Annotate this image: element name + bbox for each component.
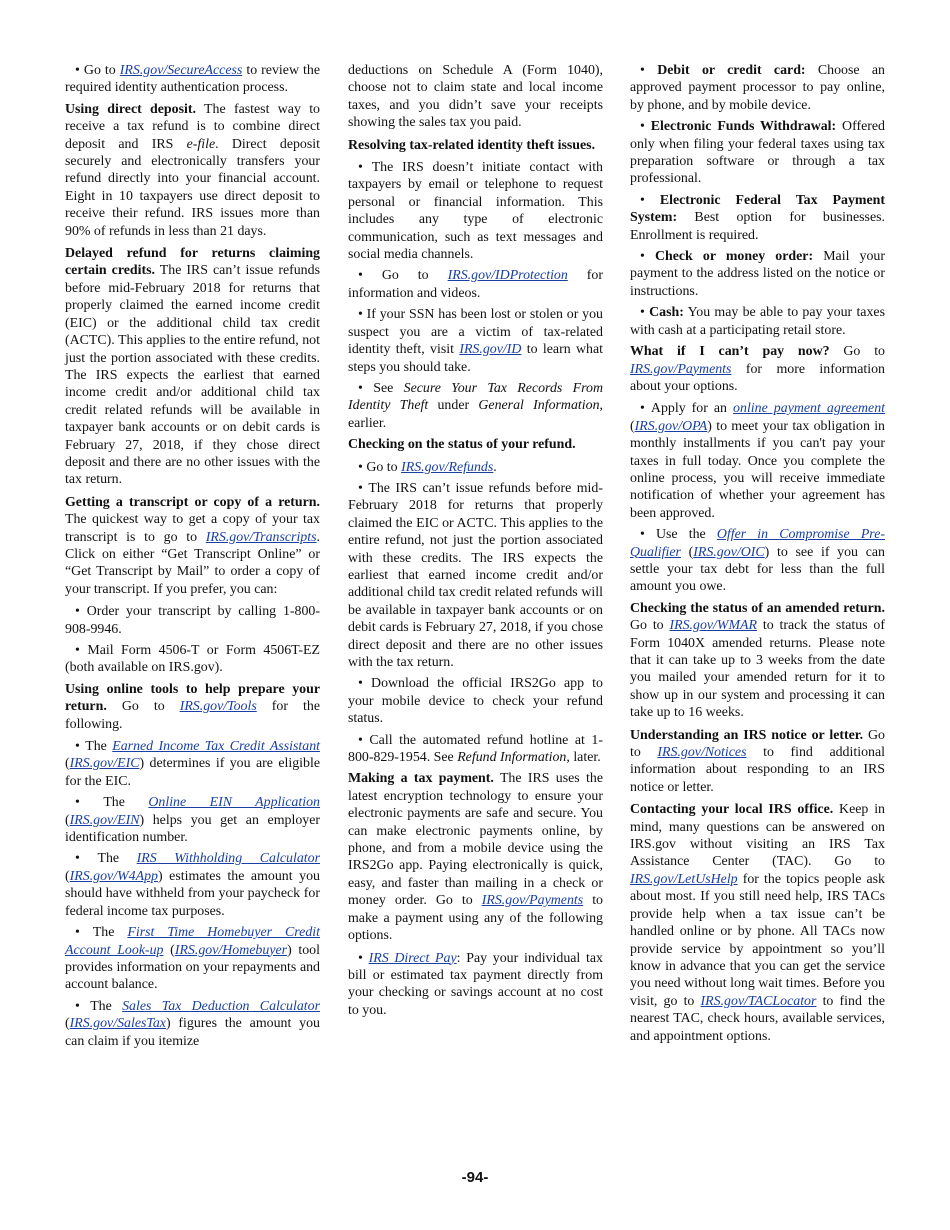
link-transcripts[interactable]: IRS.gov/Transcripts [205, 529, 317, 545]
text: Keep in mind, many questions can be answered on IRS.gov without visiting an IRS Tax Assistance Center (TAC). Go to [630, 802, 885, 870]
text: Apply for an [650, 401, 734, 417]
bullet-ssn-stolen [348, 306, 603, 376]
text: ( [630, 418, 635, 434]
heading-local-office: Contacting your local IRS office. [630, 802, 834, 818]
bullet-heading: Cash: [649, 305, 684, 321]
link-tools[interactable]: IRS.gov/Tools [179, 699, 257, 715]
text: Download the official IRS2Go app to your mobile device to check your refund status. [348, 676, 603, 727]
text: Go to [630, 618, 670, 634]
section-refund-status [348, 436, 603, 453]
link-payments-2[interactable]: IRS.gov/Payments [630, 361, 732, 377]
text: The IRS can’t issue refunds before mid-February 2018 for returns that properly claimed the earned income credit (EIC) or the additional child tax credit (ACTC). This applies to the entire refund, not just the portion associated with these credits. The IRS expects the earliest that earned income credit and/or additional child tax credit related refunds will be available in taxpayer bank accounts or on debit cards is February 27, 2018, if they chose direct deposit and there are no other issues with the tax return. [65, 263, 320, 488]
bullet-no-contact [348, 159, 603, 263]
link-refunds[interactable]: IRS.gov/Refunds [401, 459, 494, 475]
text: Mail Form 4506-T or Form 4506T-EZ (both available on IRS.gov). [65, 643, 320, 676]
link-withholding-calculator[interactable]: IRS Withholding Calculator [136, 851, 320, 867]
bullet-heading: Electronic Federal Tax Payment System: [630, 192, 885, 226]
text: Go to [381, 268, 448, 284]
bullet-order-transcript [65, 603, 320, 638]
bullet-funds-withdrawal [630, 118, 885, 188]
heading-delayed-refund: Delayed refund for returns claiming certain credits. [65, 246, 320, 279]
text: under [428, 398, 479, 414]
text: Use the [656, 527, 717, 543]
bullet-id-protection [348, 267, 603, 302]
text: deductions on Schedule A (Form 1040), choose not to claim state and local income taxes, and you didn’t save your receipts showing the sales tax you paid. [348, 63, 603, 131]
section-cant-pay [630, 343, 885, 395]
bullet-eitc-assistant [65, 738, 320, 790]
text: ) to see if you can settle your tax debt for less than the full amount you owe. [630, 544, 885, 595]
heading-irs-notice: Understanding an IRS notice or letter. [630, 727, 864, 743]
text: Go to [630, 727, 885, 761]
heading-refund-status: Checking on the status of your refund. [348, 437, 576, 453]
page-number: -94- [461, 1169, 489, 1186]
link-eitc-assistant[interactable]: Earned Income Tax Credit Assistant [112, 739, 320, 755]
text: Go to [106, 699, 180, 715]
link-let-us-help[interactable]: IRS.gov/LetUsHelp [630, 871, 738, 887]
text: . [493, 459, 497, 475]
text: ) estimates the amount you should have withheld from your paycheck for federal income tax purposes. [65, 868, 320, 919]
text: The [103, 795, 149, 811]
section-irs-notice [630, 727, 885, 797]
text: . Direct deposit securely and electronically transfers your refund directly into your financial account. Eight in 10 taxpayers use direct deposit to receive their refund. IRS issues more than 90% of refunds in less than 21 days. [65, 136, 320, 239]
text: to make a payment using any of the following options. [348, 893, 604, 944]
bullet-payment-agreement [630, 400, 885, 522]
bullet-mail-form [65, 642, 320, 677]
heading-direct-deposit: Using direct deposit. [65, 101, 196, 117]
text: ) figures the amount you can claim if you itemize [65, 1016, 320, 1049]
text: See [373, 380, 404, 396]
text: The [92, 925, 128, 941]
link-offer-compromise[interactable]: Offer in Compromise Pre-Qualifier [630, 527, 885, 560]
text: You may be able to pay your taxes with cash at a participating retail store. [630, 305, 885, 338]
link-notices[interactable]: IRS.gov/Notices [657, 745, 747, 761]
text: Call the automated refund hotline at 1-800-829-1954. See [348, 732, 603, 766]
text: , later. [566, 750, 601, 766]
link-tac-locator[interactable]: IRS.gov/TACLocator [700, 993, 817, 1009]
link-sales-tax-calculator[interactable]: Sales Tax Deduction Calculator [122, 998, 320, 1014]
section-tax-payment [348, 770, 603, 944]
link-ein-application[interactable]: Online EIN Application [148, 795, 320, 811]
text: The fastest way to receive a tax refund is to combine direct deposit and IRS [65, 101, 321, 152]
text: Go to [829, 344, 885, 360]
text: ( [163, 942, 175, 958]
text-efile: e-file [186, 136, 216, 152]
text: for information and videos. [348, 268, 604, 301]
heading-amended-return: Checking the status of an amended return. [630, 600, 885, 616]
text: The [85, 739, 113, 755]
heading-transcript: Getting a transcript or copy of a return. [65, 494, 320, 510]
bullet-debit-credit [630, 62, 885, 114]
text: to learn what steps you should take. [348, 342, 603, 375]
bullet-heading: Debit or credit card: [657, 63, 806, 78]
link-payments[interactable]: IRS.gov/Payments [481, 893, 584, 909]
text: to find additional information about responding to an IRS notice or letter. [630, 745, 885, 795]
text: Best option for businesses. Enrollment is required. [630, 210, 885, 243]
heading-online-tools: Using online tools to help prepare your return. [65, 681, 320, 715]
text: The IRS doesn’t initiate contact with taxpayers by email or telephone to request personal or financial information. This includes any type of electronic communication, such as text messages and social media channels. [348, 160, 603, 263]
link-homebuyer-lookup[interactable]: First Time Homebuyer Credit Account Look-up [65, 925, 320, 958]
section-identity-theft [348, 137, 603, 154]
text-italic: Refund Information [457, 750, 567, 766]
text: ( [65, 756, 70, 772]
bullet-eftps [630, 192, 885, 244]
text: If your SSN has been lost or stolen or you suspect you are a victim of tax-related identity theft, visit [348, 307, 603, 358]
bullet-secure-access [65, 62, 320, 97]
bullet-mid-february [348, 480, 603, 671]
text: The quickest way to get a copy of your tax transcript is to go to [65, 512, 320, 545]
link-homebuyer[interactable]: IRS.gov/Homebuyer [174, 942, 288, 958]
text: Go to [366, 459, 402, 475]
text-italic: Secure Your Tax Records From Identity Theft [348, 380, 603, 414]
bullet-sales-tax-calculator [65, 998, 320, 1050]
link-online-payment-agreement[interactable]: online payment agreement [733, 401, 886, 417]
bullet-homebuyer-lookup [65, 924, 320, 994]
link-w4app[interactable]: IRS.gov/W4App [69, 868, 158, 884]
text: Offered only when filing your federal taxes using tax preparation software or through a tax professional. [630, 119, 885, 187]
bullet-heading: Check or money order: [654, 249, 814, 265]
column-2 [348, 62, 603, 1023]
text: ( [680, 544, 694, 560]
link-ein[interactable]: IRS.gov/EIN [69, 812, 140, 828]
text: The IRS uses the latest encryption technology to ensure your electronic payments are safe and secure. You can make electronic payments online, by phone, and from a mobile device using the IRS2Go app. Paying electronically is quick, easy, and faster than mailing in a check or money order. Go to [348, 771, 603, 909]
text: to find the nearest TAC, check hours, available services, and appointment options. [630, 993, 885, 1044]
link-salestax[interactable]: IRS.gov/SalesTax [69, 1016, 166, 1032]
text: for the topics people ask about most. If you still need help, IRS TACs provide help when a tax issue can’t be handled online or by phone. All TACs now provide service by appointment so you’ll know in advance that you can get the service you need without long wait times. Before you visit, go to [630, 871, 885, 1009]
bullet-withholding-calculator [65, 850, 320, 920]
text: ) determines if you are eligible for the EIC. [65, 756, 320, 789]
heading-tax-payment: Making a tax payment. [348, 771, 494, 787]
text: , earlier. [348, 398, 603, 431]
bullet-refund-hotline [348, 732, 603, 767]
text: to track the status of Form 1040X amended returns. Please note that it can take up to 3 weeks from the date you mailed your amended return for it to show up in our system and processing it can take up to 16 weeks. [630, 618, 885, 721]
bullet-heading: Electronic Funds Withdrawal: [650, 119, 837, 135]
text: ( [65, 1016, 70, 1032]
column-3 [630, 62, 885, 1050]
text: ( [65, 868, 70, 884]
text: . Click on either “Get Transcript Online” or “Get Transcript by Mail” to order a copy of your transcript. If you prefer, you can: [65, 529, 320, 597]
text: : Pay your individual tax bill or estimated tax payment directly from your checking or savings account at no cost to you. [348, 950, 603, 1018]
section-amended-return [630, 600, 885, 722]
text-italic: General Information [478, 398, 600, 414]
bullet-see-secure-records [348, 380, 603, 432]
section-online-tools [65, 681, 320, 733]
text: The [90, 998, 123, 1014]
text: Choose an approved payment processor to pay online, by phone, and by mobile device. [630, 63, 885, 113]
column-1 [65, 62, 320, 1054]
section-local-office [630, 801, 885, 1045]
link-wmar[interactable]: IRS.gov/WMAR [669, 618, 758, 634]
text: ) tool provides information on your repayments and account balance. [65, 942, 320, 993]
text: Mail your payment to the address listed on the notice or instructions. [630, 249, 885, 299]
bullet-cash [630, 304, 885, 339]
link-opa[interactable]: IRS.gov/OPA [634, 418, 708, 434]
text: ) to meet your tax obligation in monthly installments if you can't pay your taxes in full today. Once you complete the online process, you will receive immediate notification of whether your agreement has been approved. [630, 418, 885, 521]
text: ) helps you get an employer identification number. [65, 812, 320, 846]
link-eic[interactable]: IRS.gov/EIC [69, 756, 140, 772]
bullet-check-money-order [630, 248, 885, 300]
bullet-offer-compromise [630, 526, 885, 596]
bullet-irs2go-app [348, 675, 603, 727]
text: ( [65, 812, 70, 828]
link-id-protection[interactable]: IRS.gov/IDProtection [447, 268, 568, 284]
text: Go to [83, 63, 120, 78]
text: The [97, 851, 137, 867]
heading-identity-theft: Resolving tax-related identity theft issues. [348, 137, 596, 153]
bullet-refunds [348, 459, 603, 476]
text: The IRS can’t issue refunds before mid-February 2018 for returns that properly claimed the EIC or ACTC. This applies to the entire refund, not just the portion associated with these credits. The IRS expects the earliest that earned income credit and/or additional child tax credit related refunds will be available in taxpayer bank accounts or on debit cards is February 27, 2018, if you chose direct deposit and there are no other issues with the tax return. [348, 480, 603, 670]
link-oic[interactable]: IRS.gov/OIC [693, 544, 765, 560]
text: for the following. [65, 699, 320, 732]
section-transcript [65, 494, 320, 598]
heading-cant-pay: What if I can’t pay now? [630, 344, 830, 360]
paragraph-continued [348, 62, 603, 132]
link-id[interactable]: IRS.gov/ID [459, 342, 522, 358]
text: to review the required identity authentication process. [65, 63, 320, 96]
bullet-direct-pay [348, 950, 603, 1020]
bullet-ein-application [65, 794, 320, 846]
text: for more information about your options. [630, 361, 885, 394]
link-secure-access[interactable]: IRS.gov/SecureAccess [119, 63, 243, 78]
link-direct-pay[interactable]: IRS Direct Pay [368, 950, 457, 966]
section-delayed-refund [65, 245, 320, 489]
section-direct-deposit [65, 101, 320, 240]
text: Order your transcript by calling 1-800-908-9946. [65, 604, 320, 637]
